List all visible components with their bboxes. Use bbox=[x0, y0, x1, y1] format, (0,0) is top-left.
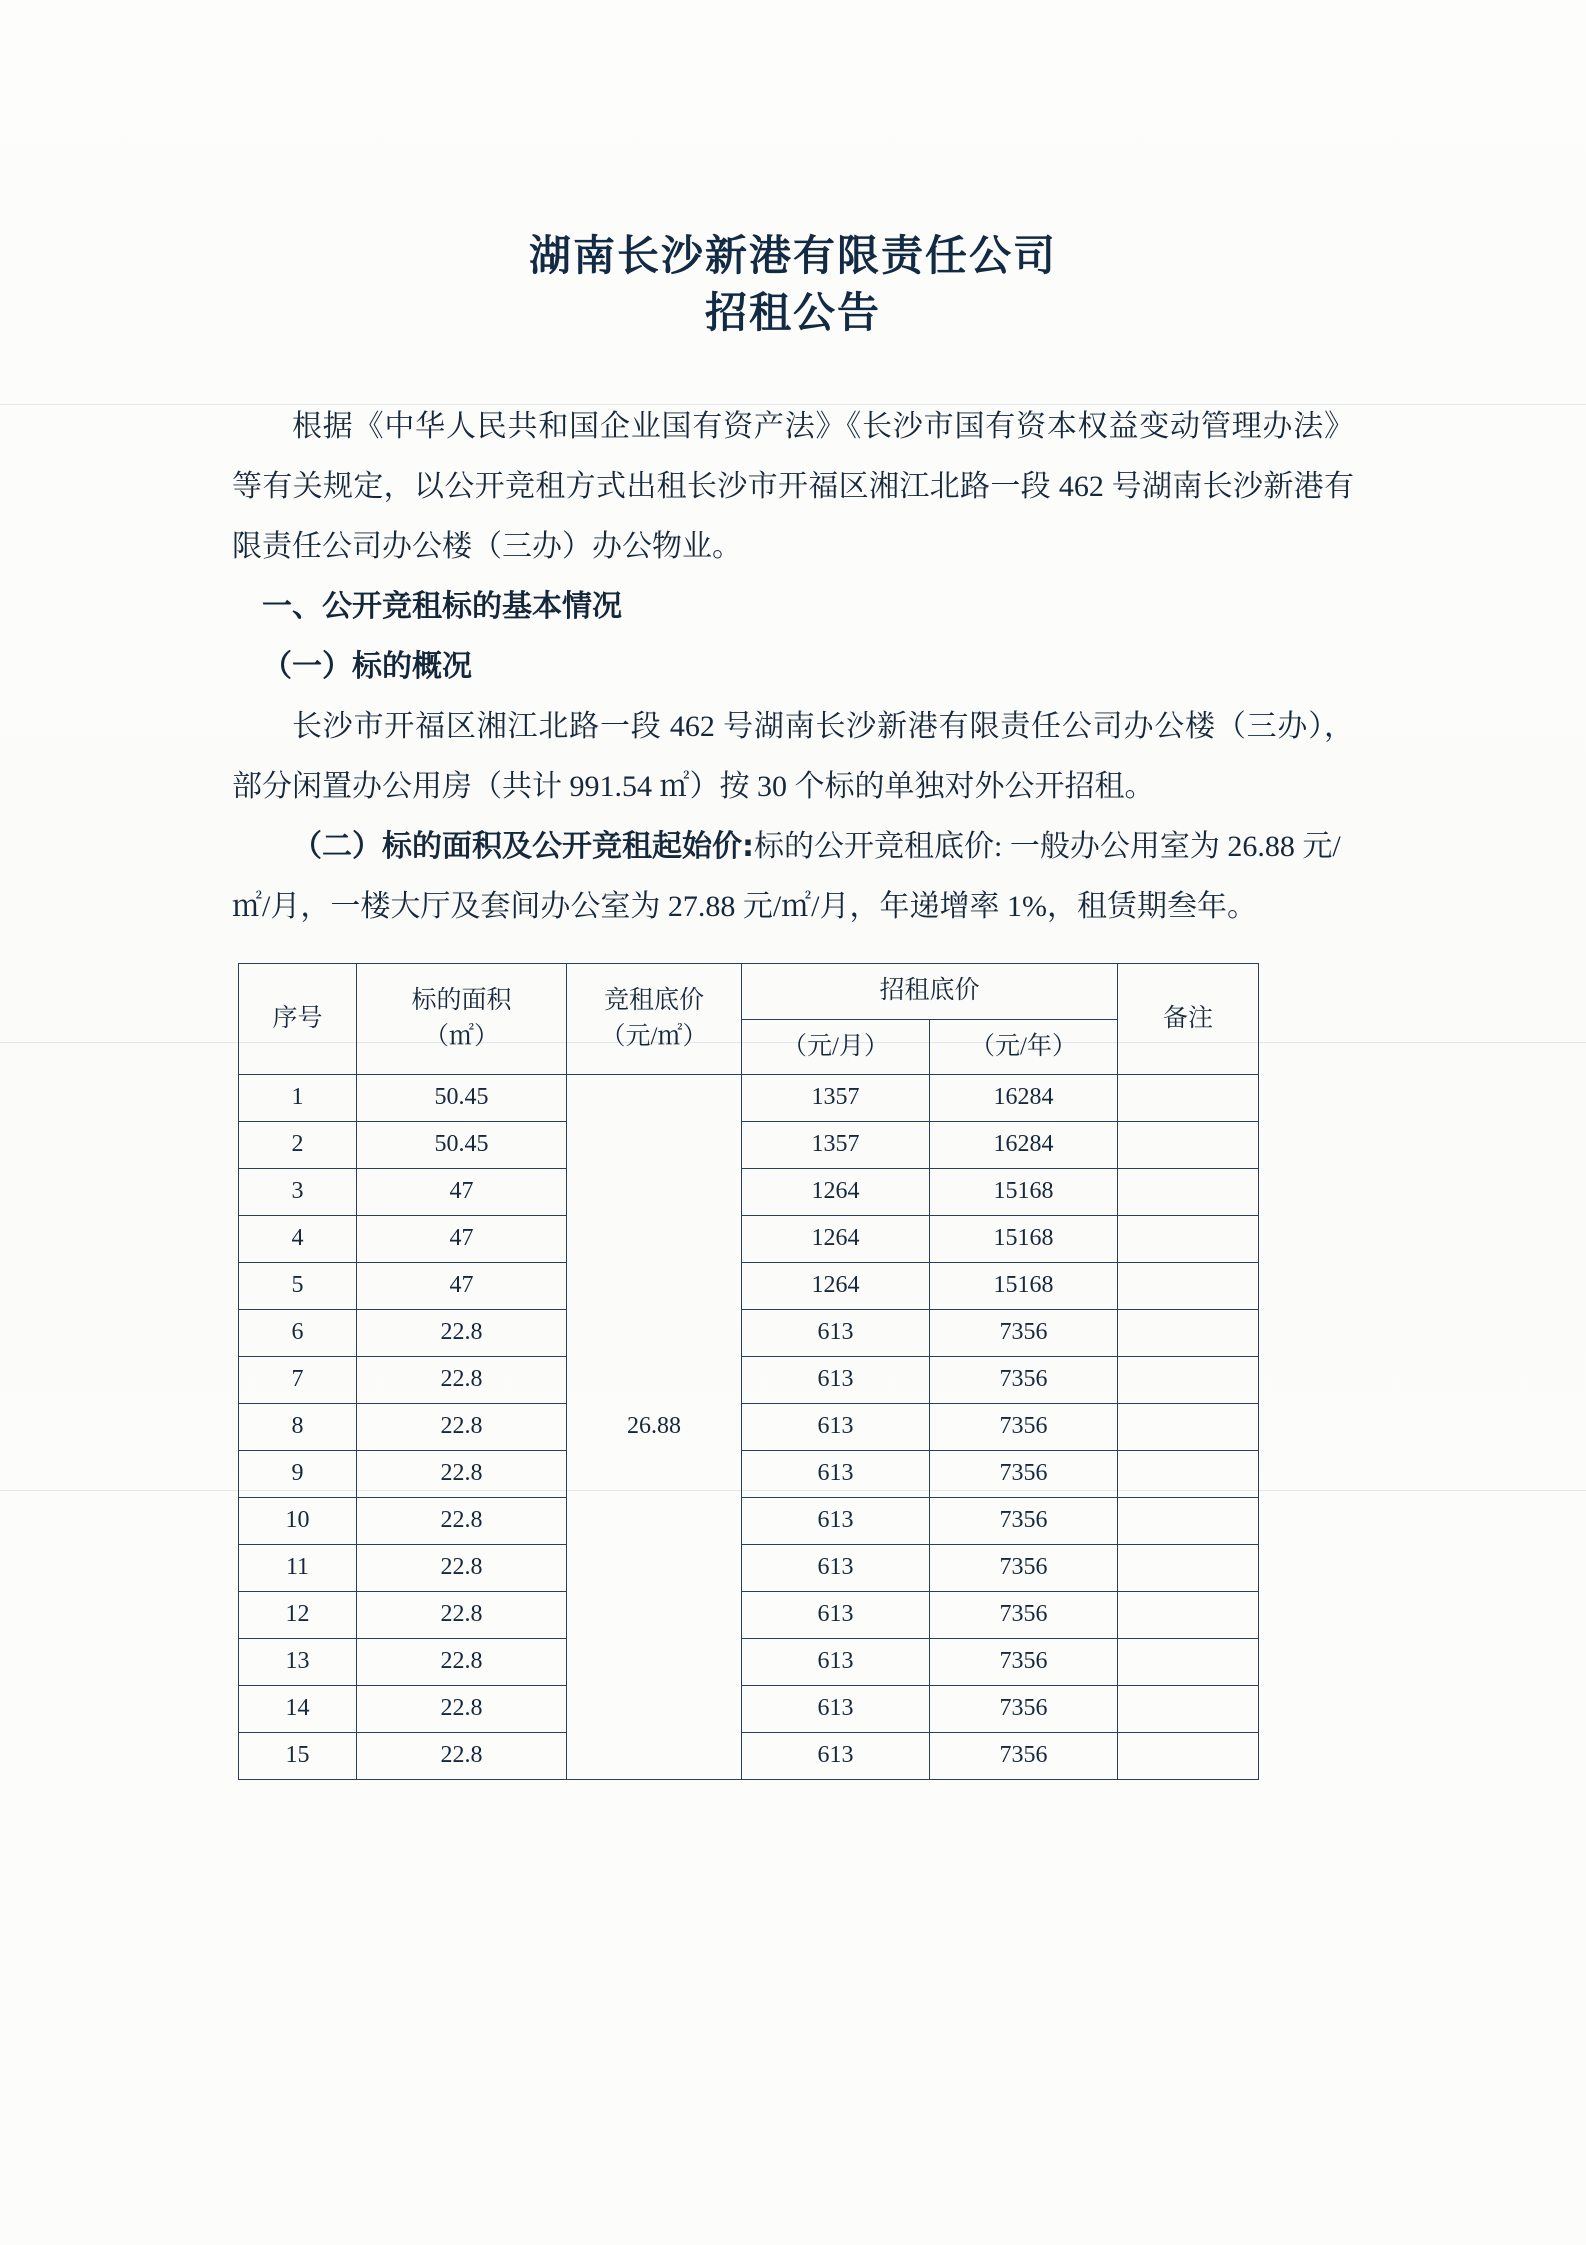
cell-per-month: 1264 bbox=[742, 1262, 930, 1309]
title-line-1: 湖南长沙新港有限责任公司 bbox=[528, 231, 1057, 280]
cell-no: 1 bbox=[239, 1074, 357, 1121]
cell-no: 2 bbox=[239, 1121, 357, 1168]
cell-per-year: 7356 bbox=[930, 1356, 1118, 1403]
table-row bbox=[239, 1732, 1259, 1779]
table-row bbox=[239, 1403, 1259, 1450]
cell-no: 3 bbox=[239, 1168, 357, 1215]
table-row bbox=[239, 1168, 1259, 1215]
header-price-line2: （元/㎡） bbox=[600, 1023, 708, 1051]
cell-area: 47 bbox=[357, 1215, 567, 1262]
cell-no: 8 bbox=[239, 1403, 357, 1450]
cell-per-month: 613 bbox=[742, 1732, 930, 1779]
table-header bbox=[239, 964, 1259, 1075]
cell-note bbox=[1118, 1685, 1259, 1732]
section-subheading-2-rest: 标的公开竞租底价: 一般办公用室为 26.88 元/㎡/月，一楼大厅及套间办公室为 27.88 元/㎡/月，年递增率 1%，租赁期叁年。 bbox=[232, 830, 1341, 924]
cell-per-year: 15168 bbox=[930, 1168, 1118, 1215]
table-row bbox=[239, 1544, 1259, 1591]
cell-per-month: 1264 bbox=[742, 1168, 930, 1215]
cell-note bbox=[1118, 1544, 1259, 1591]
cell-per-year: 16284 bbox=[930, 1121, 1118, 1168]
cell-area: 47 bbox=[357, 1168, 567, 1215]
cell-per-month: 613 bbox=[742, 1638, 930, 1685]
cell-no: 10 bbox=[239, 1497, 357, 1544]
cell-area: 22.8 bbox=[357, 1403, 567, 1450]
header-no: 序号 bbox=[239, 964, 357, 1075]
cell-per-year: 7356 bbox=[930, 1544, 1118, 1591]
cell-area: 50.45 bbox=[357, 1074, 567, 1121]
cell-area: 22.8 bbox=[357, 1309, 567, 1356]
cell-no: 6 bbox=[239, 1309, 357, 1356]
table-row bbox=[239, 1591, 1259, 1638]
cell-per-month: 613 bbox=[742, 1356, 930, 1403]
cell-per-month: 613 bbox=[742, 1497, 930, 1544]
cell-note bbox=[1118, 1497, 1259, 1544]
section-subheading-2-bold: （二）标的面积及公开竞租起始价: bbox=[292, 829, 754, 865]
cell-no: 12 bbox=[239, 1591, 357, 1638]
cell-per-month: 1357 bbox=[742, 1074, 930, 1121]
cell-area: 22.8 bbox=[357, 1638, 567, 1685]
cell-no: 14 bbox=[239, 1685, 357, 1732]
header-price-line1: 竞租底价 bbox=[603, 986, 704, 1014]
page-title bbox=[232, 228, 1354, 341]
cell-no: 7 bbox=[239, 1356, 357, 1403]
table-row bbox=[239, 1685, 1259, 1732]
table-header-row-1 bbox=[239, 964, 1259, 1019]
cell-note bbox=[1118, 1356, 1259, 1403]
table-row bbox=[239, 1309, 1259, 1356]
cell-area: 22.8 bbox=[357, 1450, 567, 1497]
header-per-year: （元/年） bbox=[930, 1019, 1118, 1074]
cell-per-year: 7356 bbox=[930, 1732, 1118, 1779]
cell-per-month: 613 bbox=[742, 1544, 930, 1591]
cell-area: 50.45 bbox=[357, 1121, 567, 1168]
cell-price: 26.88 bbox=[567, 1074, 742, 1779]
header-base-price: 招租底价 bbox=[742, 964, 1118, 1019]
cell-note bbox=[1118, 1591, 1259, 1638]
cell-note bbox=[1118, 1450, 1259, 1497]
cell-no: 4 bbox=[239, 1215, 357, 1262]
cell-note bbox=[1118, 1309, 1259, 1356]
cell-note bbox=[1118, 1215, 1259, 1262]
rent-table bbox=[238, 963, 1259, 1780]
intro-paragraph: 根据《中华人民共和国企业国有资产法》《长沙市国有资本权益变动管理办法》等有关规定，以公开竞租方式出租长沙市开福区湘江北路一段 462 号湖南长沙新港有限责任公司办公楼（三办）办公物业。 bbox=[232, 410, 1354, 564]
cell-per-year: 7356 bbox=[930, 1497, 1118, 1544]
cell-per-year: 7356 bbox=[930, 1591, 1118, 1638]
cell-note bbox=[1118, 1262, 1259, 1309]
cell-per-month: 613 bbox=[742, 1450, 930, 1497]
header-area-line2: （㎡） bbox=[423, 1023, 499, 1051]
cell-per-year: 15168 bbox=[930, 1262, 1118, 1309]
table-row bbox=[239, 1497, 1259, 1544]
cell-per-year: 7356 bbox=[930, 1450, 1118, 1497]
cell-per-month: 613 bbox=[742, 1309, 930, 1356]
header-price bbox=[567, 964, 742, 1075]
cell-area: 22.8 bbox=[357, 1356, 567, 1403]
cell-no: 5 bbox=[239, 1262, 357, 1309]
cell-per-year: 7356 bbox=[930, 1403, 1118, 1450]
cell-area: 22.8 bbox=[357, 1544, 567, 1591]
cell-per-year: 7356 bbox=[930, 1309, 1118, 1356]
cell-no: 13 bbox=[239, 1638, 357, 1685]
cell-area: 22.8 bbox=[357, 1591, 567, 1638]
header-note: 备注 bbox=[1118, 964, 1259, 1075]
section-heading-1: 一、公开竞租标的基本情况 bbox=[262, 589, 622, 625]
cell-note bbox=[1118, 1168, 1259, 1215]
cell-per-month: 613 bbox=[742, 1591, 930, 1638]
cell-area: 22.8 bbox=[357, 1497, 567, 1544]
table-row bbox=[239, 1121, 1259, 1168]
cell-per-year: 16284 bbox=[930, 1074, 1118, 1121]
cell-per-month: 1264 bbox=[742, 1215, 930, 1262]
cell-per-month: 613 bbox=[742, 1685, 930, 1732]
cell-area: 47 bbox=[357, 1262, 567, 1309]
cell-area: 22.8 bbox=[357, 1685, 567, 1732]
cell-no: 9 bbox=[239, 1450, 357, 1497]
table-row bbox=[239, 1074, 1259, 1121]
table-row bbox=[239, 1638, 1259, 1685]
cell-note bbox=[1118, 1403, 1259, 1450]
cell-no: 11 bbox=[239, 1544, 357, 1591]
header-area bbox=[357, 964, 567, 1075]
header-per-month: （元/月） bbox=[742, 1019, 930, 1074]
cell-note bbox=[1118, 1074, 1259, 1121]
cell-note bbox=[1118, 1732, 1259, 1779]
section-subheading-2 bbox=[232, 817, 1354, 937]
title-line-2: 招租公告 bbox=[704, 287, 881, 337]
table-body bbox=[239, 1074, 1259, 1779]
cell-note bbox=[1118, 1121, 1259, 1168]
table-row bbox=[239, 1356, 1259, 1403]
section-subheading-1: （一）标的概况 bbox=[262, 649, 472, 685]
table-row bbox=[239, 1215, 1259, 1262]
cell-per-year: 7356 bbox=[930, 1638, 1118, 1685]
cell-note bbox=[1118, 1638, 1259, 1685]
cell-per-year: 7356 bbox=[930, 1685, 1118, 1732]
table-row bbox=[239, 1262, 1259, 1309]
table-row bbox=[239, 1450, 1259, 1497]
cell-per-year: 15168 bbox=[930, 1215, 1118, 1262]
document-content bbox=[232, 0, 1354, 1780]
cell-per-month: 613 bbox=[742, 1403, 930, 1450]
cell-per-month: 1357 bbox=[742, 1121, 930, 1168]
overview-paragraph: 长沙市开福区湘江北路一段 462 号湖南长沙新港有限责任公司办公楼（三办），部分闲置办公用房（共计 991.54 ㎡）按 30 个标的单独对外公开招租。 bbox=[232, 710, 1354, 804]
cell-no: 15 bbox=[239, 1732, 357, 1779]
header-area-line1: 标的面积 bbox=[411, 986, 512, 1014]
cell-area: 22.8 bbox=[357, 1732, 567, 1779]
